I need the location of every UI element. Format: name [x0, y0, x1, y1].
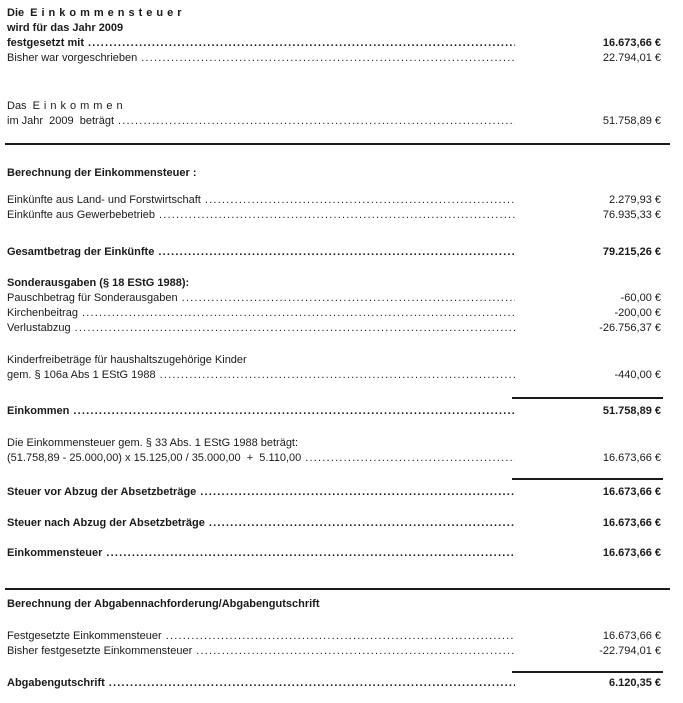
line-item-label: festgesetzt mit	[7, 37, 85, 49]
dot-leader	[160, 368, 515, 383]
heading-text: Sonderausgaben (§ 18 EStG 1988):	[7, 277, 190, 289]
line-item-label: gem. § 106a Abs 1 EStG 1988	[7, 369, 156, 381]
line-item-amount: -200,00 €	[614, 307, 661, 319]
income-title-word2: Einkommen	[32, 100, 127, 112]
line-item-label: Festgesetzte Einkommensteuer	[7, 630, 162, 642]
row-verlustabzug	[0, 321, 683, 336]
line-item-label: Einkommensteuer	[7, 547, 103, 559]
line-item-label: Gesamtbetrag der Einkünfte	[7, 246, 155, 258]
dot-leader	[106, 546, 515, 561]
dot-leader	[209, 516, 515, 531]
assessment-subtitle	[0, 21, 683, 36]
line-item-amount: -60,00 €	[620, 292, 661, 304]
dot-leader	[75, 321, 515, 336]
assessment-subtitle-text: wird für das Jahr 2009	[7, 22, 124, 34]
line-item-amount: 51.758,89 €	[602, 405, 661, 417]
line-item-amount: 16.673,66 €	[602, 630, 661, 642]
dot-leader	[159, 208, 515, 223]
line-item-amount: 16.673,66 €	[602, 37, 661, 49]
dot-leader	[158, 245, 515, 260]
row-steuer-vor-abzug	[0, 485, 683, 500]
row-einkuenfte-gewerbe	[0, 208, 683, 223]
dot-leader	[73, 404, 515, 419]
line-item-label: (51.758,89 - 25.000,00) x 15.125,00 / 35.000,00 + 5.110,00	[7, 452, 302, 464]
dot-leader	[166, 629, 515, 644]
line-item-label: Steuer nach Abzug der Absetzbeträge	[7, 517, 205, 529]
sum-rule	[512, 478, 663, 480]
section-divider	[5, 143, 670, 145]
line-text: Kinderfreibeträge für haushaltszugehörige Kinder	[7, 354, 247, 366]
line-item-amount: -440,00 €	[614, 369, 661, 381]
dot-leader	[305, 451, 515, 466]
row-kirchenbeitrag	[0, 306, 683, 321]
sonderausgaben-heading	[0, 276, 683, 291]
line-item-amount: 79.215,26 €	[602, 246, 661, 258]
assessment-title	[0, 6, 683, 21]
row-gesamtbetrag	[0, 245, 683, 260]
line-item-label: Pauschbetrag für Sonderausgaben	[7, 292, 178, 304]
line-item-label: Steuer vor Abzug der Absetzbeträge	[7, 486, 197, 498]
line-item-label: im Jahr 2009 beträgt	[7, 115, 115, 127]
row-pauschbetrag	[0, 291, 683, 306]
dot-leader	[82, 306, 515, 321]
row-bisher-vorgeschrieben	[0, 51, 683, 66]
line-item-label: Einkünfte aus Land- und Forstwirtschaft	[7, 194, 201, 206]
line-item-amount: 6.120,35 €	[609, 677, 661, 689]
line-item-label: Einkünfte aus Gewerbebetrieb	[7, 209, 155, 221]
line-item-label: Verlustabzug	[7, 322, 71, 334]
dot-leader	[141, 51, 515, 66]
row-einkuenfte-landforst	[0, 193, 683, 208]
line-item-amount: -22.794,01 €	[599, 645, 661, 657]
income-title-word1: Das	[7, 100, 27, 112]
line-item-label: Bisher festgesetzte Einkommensteuer	[7, 645, 193, 657]
line-item-amount: 76.935,33 €	[602, 209, 661, 221]
line-item-amount: 16.673,66 €	[602, 547, 661, 559]
income-title	[0, 99, 683, 114]
line-item-amount: 22.794,01 €	[602, 52, 661, 64]
line-item-amount: 16.673,66 €	[602, 517, 661, 529]
row-steuer-nach-abzug	[0, 516, 683, 531]
line-item-amount: -26.756,37 €	[599, 322, 661, 334]
tariff-intro	[0, 436, 683, 451]
line-item-label: Abgabengutschrift	[7, 677, 105, 689]
row-festgesetzt-mit	[0, 36, 683, 51]
tax-calculation-heading	[0, 166, 683, 181]
kinderfreibetrag-line1	[0, 353, 683, 368]
row-festgesetzte-est	[0, 629, 683, 644]
dot-leader	[88, 36, 515, 51]
row-einkommensteuer	[0, 546, 683, 561]
line-item-label: Einkommen	[7, 405, 70, 417]
row-tariff-formula	[0, 451, 683, 466]
dot-leader	[118, 114, 515, 129]
line-item-label: Bisher war vorgeschrieben	[7, 52, 138, 64]
line-item-amount: 51.758,89 €	[602, 115, 661, 127]
assessment-title-word2: Einkommensteuer	[30, 7, 186, 19]
dot-leader	[200, 485, 515, 500]
dot-leader	[205, 193, 515, 208]
dot-leader	[182, 291, 515, 306]
assessment-title-word1: Die	[7, 7, 25, 19]
section-divider	[5, 588, 670, 590]
line-text: Die Einkommensteuer gem. § 33 Abs. 1 EStG 1988 beträgt:	[7, 437, 299, 449]
heading-text: Berechnung der Einkommensteuer :	[7, 167, 197, 179]
row-im-jahr-betraegt	[0, 114, 683, 129]
sum-rule	[512, 671, 663, 673]
dot-leader	[196, 644, 515, 659]
sum-rule	[512, 397, 663, 399]
line-item-amount: 2.279,93 €	[609, 194, 661, 206]
line-item-label: Kirchenbeitrag	[7, 307, 78, 319]
line-item-amount: 16.673,66 €	[602, 452, 661, 464]
heading-text: Berechnung der Abgabennachforderung/Abgabengutschrift	[7, 598, 320, 610]
row-abgabengutschrift	[0, 676, 683, 691]
dot-leader	[109, 676, 515, 691]
line-item-amount: 16.673,66 €	[602, 486, 661, 498]
row-einkommen	[0, 404, 683, 419]
row-kinderfreibetrag	[0, 368, 683, 383]
settlement-heading	[0, 597, 683, 612]
row-bisher-festgesetzte-est	[0, 644, 683, 659]
